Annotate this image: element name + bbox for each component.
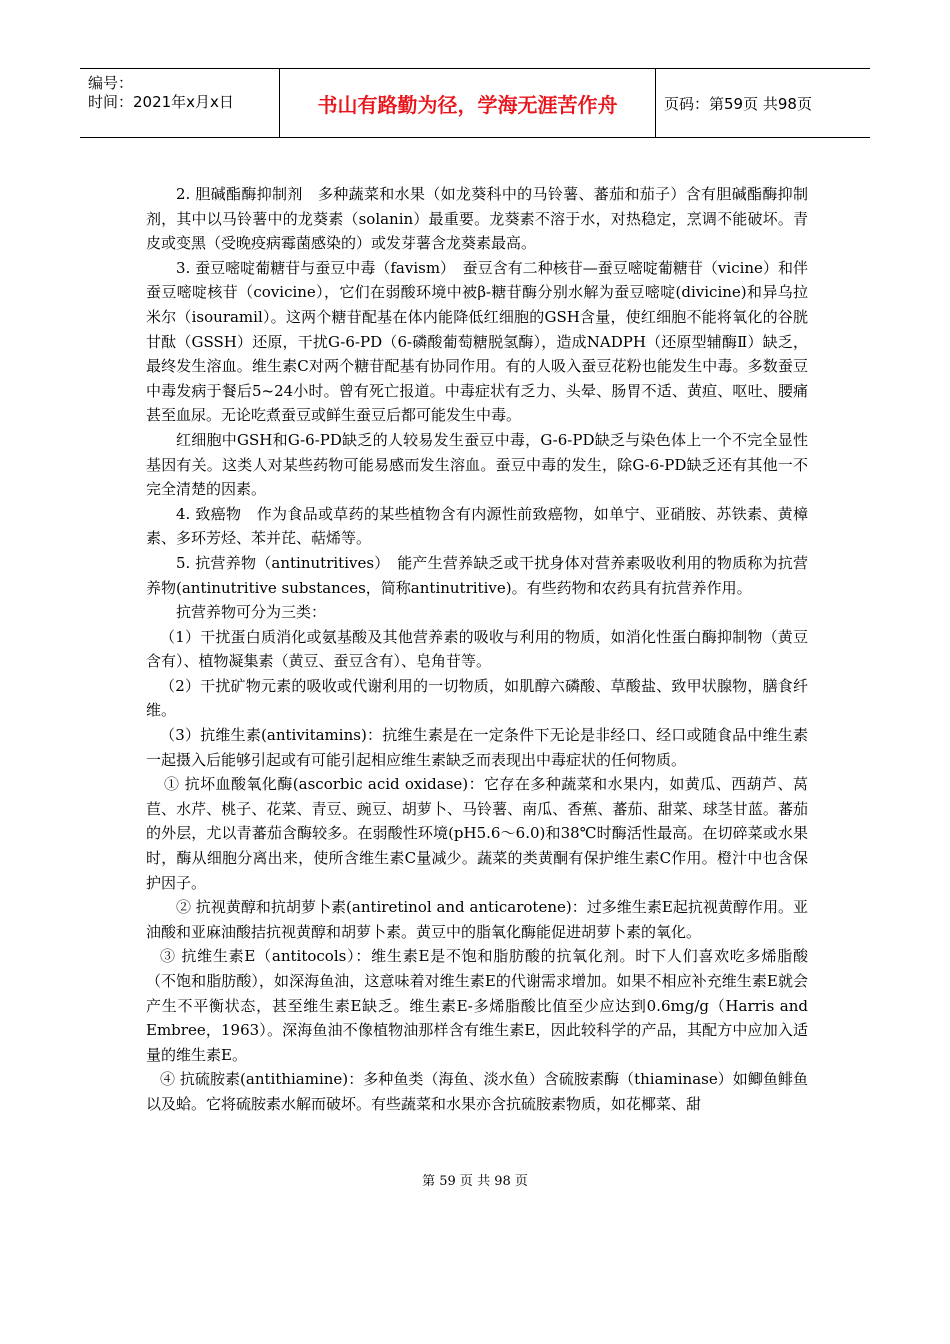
paragraph: （1）干扰蛋白质消化或氨基酸及其他营养素的吸收与利用的物质，如消化性蛋白酶抑制物（黄豆含有）、植物凝集素（黄豆、蚕豆含有）、皂角苷等。 — [146, 627, 808, 671]
paragraph: ④ 抗硫胺素(antithiamine)：多种鱼类（海鱼、淡水鱼）含硫胺素酶（thiaminase）如鲫鱼鲱鱼以及蛤。它将硫胺素水解而破坏。有些蔬菜和水果亦含抗硫胺素物质，如花椰菜、甜 — [146, 1070, 808, 1113]
document-body — [146, 182, 808, 1117]
document-number-label: 编号： — [88, 74, 134, 92]
header-motto: 书山有路勤为径，学海无涯苦作舟 — [280, 69, 656, 137]
document-time-label: 时间：2021年x月x日 — [88, 93, 234, 111]
paragraph: 5. 抗营养物（antinutritives） 能产生营养缺乏或干扰身体对营养素吸收利用的物质称为抗营养物(antinutritive substances，简称antinutritive)。有些药物和农药具有抗营养作用。 — [146, 553, 808, 597]
page-header — [80, 68, 870, 138]
paragraph: 3. 蚕豆嘧啶葡糖苷与蚕豆中毒（favism） 蚕豆含有二种核苷—蚕豆嘧啶葡糖苷（vicine）和伴蚕豆嘧啶核苷（covicine），它们在弱酸环境中被β-糖苷酶分别水解为蚕豆嘧啶(divicine)和异乌拉米尔（isouramil）。这两个糖苷配基在体内能降低红细胞的GSH含量，使红细胞不能将氧化的谷胱甘酞（GSSH）还原，干扰G-6-PD（6-磷酸葡萄糖脱氢酶），造成NADPH（还原型辅酶Ⅱ）缺乏，最终发生溶血。维生素C对两个糖苷配基有协同作用。有的人吸入蚕豆花粉也能发生中毒。多数蚕豆中毒发病于餐后5~24小时。曾有死亡报道。中毒症状有乏力、头晕、肠胃不适、黄疸、呕吐、腰痛甚至血尿。无论吃煮蚕豆或鲜生蚕豆后都可能发生中毒。 — [146, 258, 808, 425]
paragraph: 4. 致癌物 作为食品或草药的某些植物含有内源性前致癌物，如单宁、亚硝胺、苏铁素、黄樟素、多环芳烃、苯并芘、萜烯等。 — [146, 504, 808, 548]
paragraph: 2. 胆碱酯酶抑制剂 多种蔬菜和水果（如龙葵科中的马铃薯、蕃茄和茄子）含有胆碱酯酶抑制剂，其中以马铃薯中的龙葵素（solanin）最重要。龙葵素不溶于水，对热稳定，烹调不能破坏。青皮或变黑（受晚疫病霉菌感染的）或发芽薯含龙葵素最高。 — [146, 185, 808, 253]
paragraph: ① 抗坏血酸氧化酶(ascorbic acid oxidase)：它存在多种蔬菜和水果内，如黄瓜、西葫芦、莴苣、水芹、桃子、花菜、青豆、豌豆、胡萝卜、马铃薯、南瓜、香蕉、蕃茄、甜菜、球茎甘蓝。蕃茄的外层，尤以青蕃茄含酶较多。在弱酸性环境(pH5.6～6.0)和38℃时酶活性最高。在切碎菜或水果时，酶从细胞分离出来，使所含维生素C量减少。蔬菜的类黄酮有保护维生素C作用。橙汁中也含保护因子。 — [146, 775, 808, 892]
paragraph: 抗营养物可分为三类： — [176, 603, 327, 622]
paragraph: 红细胞中GSH和G-6-PD缺乏的人较易发生蚕豆中毒，G-6-PD缺乏与染色体上一个不完全显性基因有关。这类人对某些药物可能易感而发生溶血。蚕豆中毒的发生，除G-6-PD缺乏还有其他一不完全清楚的因素。 — [146, 430, 808, 499]
page-footer: 第 59 页 共 98 页 — [422, 1174, 528, 1189]
paragraph: （2）干扰矿物元素的吸收或代谢利用的一切物质，如肌醇六磷酸、草酸盐、致甲状腺物，膳食纤维。 — [146, 676, 808, 720]
header-meta — [80, 69, 280, 137]
header-page-info: 页码：第59页 共98页 — [664, 94, 812, 113]
paragraph: （3）抗维生素(antivitamins)：抗维生素是在一定条件下无论是非经口、经口或随食品中维生素一起摄入后能够引起或有可能引起相应维生素缺乏而表现出中毒症状的任何物质。 — [146, 726, 808, 769]
paragraph: ② 抗视黄醇和抗胡萝卜素(antiretinol and anticarotene)：过多维生素E起抗视黄醇作用。亚油酸和亚麻油酸拮抗视黄醇和胡萝卜素。黄豆中的脂氧化酶能促进胡萝卜素的氧化。 — [146, 898, 808, 941]
paragraph: ③ 抗维生素E（antitocols）：维生素E是不饱和脂肪酸的抗氧化剂。时下人们喜欢吃多烯脂酸（不饱和脂肪酸），如深海鱼油，这意味着对维生素E的代谢需求增加。如果不相应补充维生素E就会产生不平衡状态，甚至维生素E缺乏。维生素E-多烯脂酸比值至少应达到0.6mg/g（Harris and Embree，1963）。深海鱼油不像植物油那样含有维生素E，因此较科学的产品，其配方中应加入适量的维生素E。 — [146, 947, 808, 1064]
